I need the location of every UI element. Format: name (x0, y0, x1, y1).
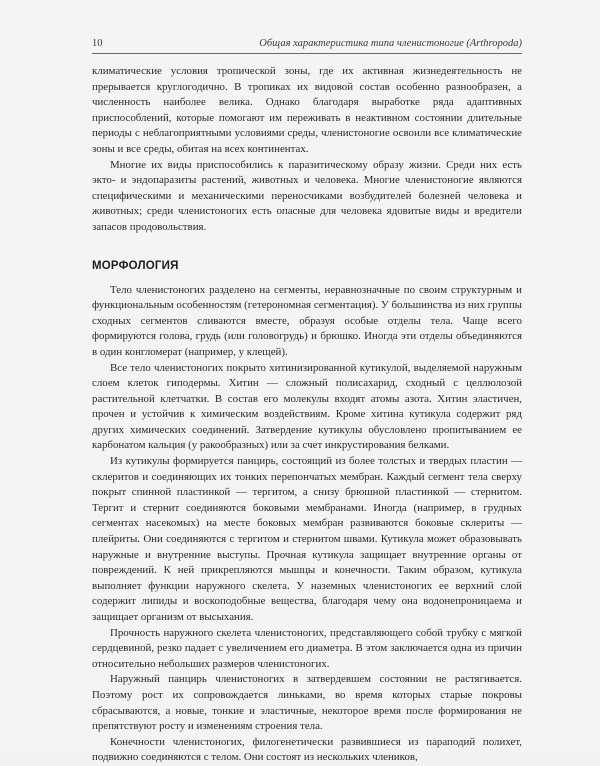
paragraph: Все тело членистоногих покрыто хитинизированной кутикулой, выделяемой наружным слоем клеток гиподермы. Хитин — сложный полисахарид, сходный с целлюлозой растительной клетчатки. В состав его молекулы входят атомы азота. Хитин эластичен, прочен и устойчив к химическим воздействиям. Кроме хитина кутикула содержит ряд других химических соединений. Затвердение кутикулы обусловлено пропитыванием ее карбонатом кальция (у ракообразных) или за счет инкрустирования белками. (92, 361, 522, 452)
paragraph: Многие их виды приспособились к паразитическому образу жизни. Среди них есть экто- и эндопаразиты растений, животных и человека. Многие членистоногие являются специфическими и механическими переносчиками возбудителей болезней человека и животных; среди членистоногих есть опасные для человека ядовитые виды и вредители запасов продовольствия. (92, 158, 522, 233)
paragraph: Наружный панцирь членистоногих в затвердевшем состоянии не растягивается. Поэтому рост их сопровождается линьками, во время которых старые покровы сбрасываются, а новые, тонкие и эластичные, некоторое время после формирования не препятствуют росту и изменениям строения тела. (92, 673, 522, 733)
paragraph: климатические условия тропической зоны, где их активная жизнедеятельность не прерывается круглогодично. В тропиках их видовой состав особенно разнообразен, а численность наиболее велика. Однако благодаря выработке ряда адаптивных приспособлений, которые помогают им переживать в неактивном состоянии длительные периоды с неблагоприятными условиями среды, членистоногие освоили все климатические зоны и все среды, обитая на всех континентах. (92, 65, 522, 155)
paragraph: Конечности членистоногих, филогенетически развившиеся из параподий полихет, подвижно соединяются с телом. Они состоят из нескольких члеников, (92, 735, 522, 764)
running-title: Общая характеристика типа членистоногие (Arthropoda) (259, 38, 522, 49)
section-heading: МОРФОЛОГИЯ (92, 259, 179, 272)
paragraph: Тело членистоногих разделено на сегменты, неравнозначные по своим структурным и функциональным особенностям (гетерономная сегментация). У большинства из них группы сходных сегментов сливаются вместе, образуя особые отделы тела. Чаще всего формируются голова, грудь (или головогрудь) и брюшко. Иногда эти отделы объединяются в один конгломерат (например, у клещей). (92, 283, 522, 358)
running-header (92, 38, 522, 54)
paragraph: Прочность наружного скелета членистоногих, представляющего собой трубку с мягкой сердцевиной, резко падает с увеличением его диаметра. В этом заключается одна из причин относительно небольших размеров членистоногих. (92, 626, 522, 670)
page-number: 10 (92, 38, 103, 49)
paragraph: Из кутикулы формируется панцирь, состоящий из более толстых и твердых пластин — склеритов и соединяющих их тонких перепончатых мембран. Каждый сегмент тела сверху покрыт спинной пластинкой — тергитом, а снизу брюшной пластинкой — стернитом. Тергит и стернит соединяются боковыми мембранами. Иногда (например, в грудных сегментах насекомых) на месте боковых мембран развиваются боковые склериты — плейриты. Они соединяются с тергитом и стернитом швами. Кутикула может образовывать наружные и внутренние выступы. Прочная кутикула защищает внутренние органы от повреждений. К ней прикрепляются мышцы и конечности. Таким образом, кутикула выполняет функции наружного скелета. У наземных членистоногих ее верхний слой содержит липиды и воскоподобные вещества, благодаря чему она водонепроницаема и защищает организм от высыхания. (92, 455, 522, 623)
